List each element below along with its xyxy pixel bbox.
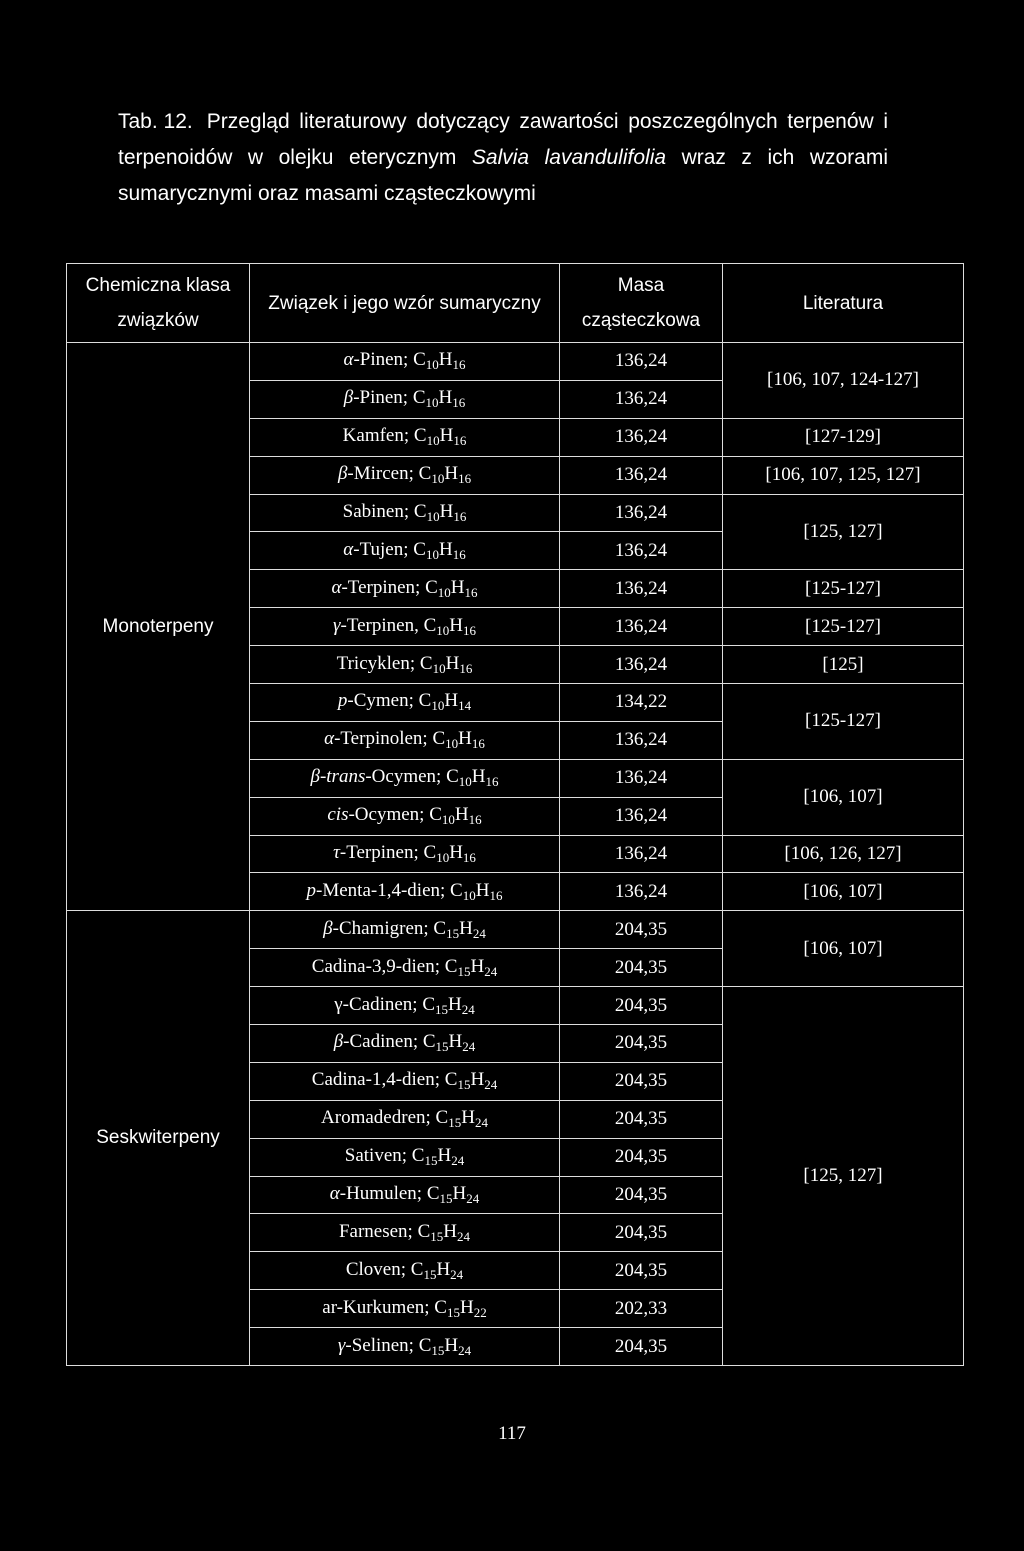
formula-subscript: 14 [458,698,472,714]
formula-subscript: 10 [436,850,450,866]
header-compound: Związek i jego wzór sumaryczny [250,264,560,343]
formula-subscript: 10 [458,774,472,790]
formula-element: C [413,349,426,371]
formula-subscript: 10 [436,622,450,638]
formula-subscript: 10 [426,509,440,524]
formula-subscript: 16 [452,357,466,373]
formula-element: C [434,1296,447,1318]
compound-name: γ-Cadinen; [334,993,423,1015]
compound-cell [250,418,560,456]
mass-cell: 136,24 [560,646,723,684]
formula-element: C [419,652,433,674]
header-mass [560,264,723,343]
compound-cell [250,987,560,1025]
header-class-line1: Chemiczna klasa [85,275,231,296]
mass-cell: 204,35 [560,1328,723,1366]
compound-cell [250,1252,560,1290]
compound-name: Cloven; [345,1258,411,1280]
compound-name: Kamfen; [342,425,414,447]
caption-species: Salvia lavandulifolia [471,146,667,169]
compound-cell [250,1214,560,1252]
compound-prefix: γ- [332,614,347,636]
header-literature: Literatura [723,264,964,343]
formula-element: H [471,766,486,788]
compound-cell [250,1290,560,1328]
mass-cell: 204,35 [560,911,723,949]
formula-element: C [444,1069,458,1091]
literature-cell: [125-127] [723,684,964,760]
compound-name: Terpinen; [346,842,424,864]
compound-prefix: β- [343,387,360,409]
formula-element: C [418,463,432,485]
table-row [67,343,964,381]
formula-subscript: 10 [445,736,459,752]
compound-name: Terpinolen; [340,728,433,750]
compound-prefix: β- [337,463,354,485]
compound-name: Ocymen; [371,766,447,788]
formula-element: H [448,1031,463,1053]
formula-subscript: 15 [424,1153,438,1169]
formula-subscript: 10 [431,698,445,714]
formula-element: C [433,917,447,939]
formula-subscript: 16 [468,812,482,828]
formula-element: H [461,1107,475,1129]
mass-cell: 136,24 [560,873,723,911]
mass-cell: 136,24 [560,835,723,873]
formula-element: C [413,538,426,560]
mass-cell: 136,24 [560,570,723,608]
formula-subscript: 24 [462,1039,476,1055]
formula-element: C [425,576,438,598]
formula-subscript: 10 [425,395,439,411]
compound-name: Terpinen; [347,576,426,598]
formula-element: C [410,1258,424,1280]
formula-subscript: 10 [462,887,476,903]
mass-cell: 134,22 [560,684,723,722]
formula-subscript: 10 [425,357,439,373]
formula-element: C [444,955,458,977]
caption-line-2 [118,140,888,176]
formula-subscript: 16 [471,736,485,752]
formula-element: C [450,879,463,901]
formula-element: H [436,1258,451,1280]
formula-subscript: 22 [473,1304,487,1320]
formula-element: H [437,1145,452,1167]
caption-line2-post: wraz z ich wzorami [666,146,888,169]
mass-cell: 204,35 [560,1025,723,1063]
formula-element: H [459,1296,474,1318]
formula-element: C [411,1145,425,1167]
formula-subscript: 16 [459,660,473,676]
compound-prefix: α- [343,349,360,371]
compound-prefix: β- [323,917,339,939]
mass-cell: 136,24 [560,456,723,494]
formula-element: H [444,1334,459,1356]
compound-name: Menta-1,4-dien; [322,879,451,901]
formula-subscript: 15 [430,1228,444,1244]
formula-subscript: 15 [457,1077,471,1093]
formula-element: H [438,538,453,560]
compound-prefix: β-trans- [310,766,372,788]
formula-subscript: 24 [466,1191,480,1207]
formula-subscript: 16 [464,584,478,600]
literature-cell: [125-127] [723,570,964,608]
formula-element: C [413,501,427,522]
formula-element: H [470,955,485,977]
compound-cell [250,646,560,684]
formula-subscript: 15 [431,1342,445,1358]
mass-cell: 204,35 [560,987,723,1025]
mass-cell: 204,35 [560,1100,723,1138]
compound-name: Ocymen; [354,804,430,826]
formula-subscript: 10 [437,584,451,600]
mass-cell: 136,24 [560,797,723,835]
compound-name: Selinen; [351,1334,419,1356]
formula-element: H [448,993,462,1015]
formula-subscript: 16 [453,509,467,524]
literature-cell: [106, 107, 124-127] [723,343,964,419]
compound-name: Cadinen; [349,1031,423,1053]
literature-cell: [106, 126, 127] [723,835,964,873]
compound-prefix: p- [337,690,354,712]
formula-element: H [458,728,472,750]
compound-name: ar-Kurkumen; [322,1296,435,1318]
formula-subscript: 24 [458,1342,472,1358]
compound-cell [250,380,560,418]
formula-element: H [439,501,454,522]
compound-name: Cadina-3,9-dien; [311,955,445,977]
compound-prefix: τ- [333,842,347,864]
formula-element: H [438,349,453,371]
formula-element: C [417,1220,431,1242]
mass-cell: 136,24 [560,494,723,532]
table-body [67,343,964,1366]
caption-line-3: sumarycznymi oraz masami cząsteczkowymi [118,182,536,205]
mass-cell: 204,35 [560,1176,723,1214]
mass-cell: 136,24 [560,532,723,570]
compound-name: Terpinen, [346,614,424,636]
formula-element: C [435,1107,449,1129]
mass-cell: 204,35 [560,1062,723,1100]
compound-prefix: p- [306,879,323,901]
mass-cell: 202,33 [560,1290,723,1328]
formula-subscript: 10 [431,471,445,487]
formula-subscript: 16 [485,774,499,790]
formula-subscript: 24 [472,925,486,941]
formula-element: C [432,728,446,750]
compound-name: Aromadedren; [321,1107,436,1129]
compound-cell [250,759,560,797]
compound-name: Mircen; [353,463,419,485]
formula-subscript: 15 [435,1001,449,1017]
formula-element: H [475,879,490,901]
compound-name: Cymen; [353,690,419,712]
mass-cell: 136,24 [560,343,723,381]
compound-cell [250,570,560,608]
caption-number: 12. [163,110,193,133]
formula-element: C [413,425,427,447]
formula-element: C [422,993,436,1015]
compound-cell [250,1100,560,1138]
caption-line2-pre: terpenoidów w olejku eterycznym [118,146,472,169]
compound-name: Farnesen; [338,1220,418,1242]
table-caption [118,104,888,212]
literature-cell: [125-127] [723,608,964,646]
formula-element: H [444,463,459,485]
compound-cell [250,721,560,759]
compound-name: Pinen; [359,387,413,409]
compound-name: Tujen; [359,538,414,560]
formula-element: H [452,1183,467,1205]
formula-subscript: 15 [446,925,460,941]
compound-name: Chamigren; [338,917,434,939]
mass-cell: 136,24 [560,721,723,759]
formula-subscript: 10 [441,812,455,828]
formula-subscript: 15 [457,963,471,979]
header-mass-line2: cząsteczkowa [581,310,701,331]
compound-cell [250,343,560,381]
compound-cell [250,949,560,987]
compound-prefix: α- [343,538,360,560]
compound-prefix: β- [333,1031,350,1053]
compound-name: Tricyklen; [336,652,420,674]
formula-element: C [418,1334,432,1356]
formula-element: C [423,614,437,636]
compound-prefix: α- [331,576,348,598]
compound-prefix: α- [324,728,341,750]
compound-name: Humulen; [346,1183,427,1205]
compound-cell [250,1176,560,1214]
compound-name: Pinen; [359,349,414,371]
header-class-line2: związków [117,310,199,331]
formula-element: C [423,842,437,864]
formula-subscript: 15 [448,1115,462,1131]
formula-element: H [443,1220,458,1242]
formula-subscript: 15 [446,1304,460,1320]
compound-name: Cadina-1,4-dien; [311,1069,445,1091]
compound-cell [250,1138,560,1176]
literature-cell: [106, 107] [723,911,964,987]
literature-cell: [106, 107, 125, 127] [723,456,964,494]
compound-cell [250,1062,560,1100]
compound-prefix: cis- [327,804,355,826]
compound-cell [250,1025,560,1063]
literature-cell: [106, 107] [723,759,964,835]
compound-cell [250,835,560,873]
compound-name: Sabinen; [342,501,414,522]
literature-cell: [106, 107] [723,873,964,911]
formula-subscript: 10 [425,546,439,562]
formula-element: H [449,614,463,636]
class-cell: Seskwiterpeny [67,911,250,1366]
header-class [67,264,250,343]
formula-element: H [454,804,469,826]
caption-line-1 [118,104,888,140]
mass-cell: 136,24 [560,380,723,418]
compound-cell [250,1328,560,1366]
compound-cell [250,532,560,570]
compound-cell [250,911,560,949]
formula-element: H [450,576,465,598]
formula-subscript: 16 [452,546,466,562]
formula-element: H [439,425,454,447]
compound-cell [250,684,560,722]
formula-subscript: 10 [426,433,440,449]
formula-element: C [426,1183,440,1205]
terpene-table [66,263,964,1366]
compound-prefix: α- [329,1183,347,1205]
compound-cell [250,494,560,532]
formula-subscript: 16 [452,395,466,411]
formula-element: H [444,690,459,712]
formula-subscript: 24 [457,1228,471,1244]
formula-element: C [429,804,442,826]
formula-subscript: 24 [461,1001,475,1017]
compound-cell [250,873,560,911]
class-cell: Monoterpeny [67,343,250,911]
literature-cell: [125] [723,646,964,684]
formula-subscript: 24 [474,1115,488,1131]
formula-subscript: 16 [453,433,467,449]
formula-element: C [446,766,459,788]
compound-cell [250,608,560,646]
formula-subscript: 24 [484,963,498,979]
formula-subscript: 16 [462,850,476,866]
compound-cell [250,456,560,494]
formula-subscript: 24 [484,1077,498,1093]
table-row [67,911,964,949]
header-mass-line1: Masa [617,275,665,296]
formula-element: H [445,652,460,674]
formula-element: C [418,690,432,712]
mass-cell: 136,24 [560,608,723,646]
formula-subscript: 15 [423,1266,437,1282]
formula-subscript: 16 [463,622,476,638]
formula-subscript: 15 [435,1039,449,1055]
formula-subscript: 24 [451,1153,465,1169]
formula-element: C [422,1031,436,1053]
mass-cell: 204,35 [560,949,723,987]
formula-element: H [470,1069,485,1091]
mass-cell: 204,35 [560,1214,723,1252]
mass-cell: 204,35 [560,1138,723,1176]
compound-cell [250,797,560,835]
formula-element: H [438,387,453,409]
page-number: 117 [498,1423,526,1444]
formula-element: H [459,917,473,939]
formula-element: H [449,842,463,864]
caption-line1-text: Przegląd literaturowy dotyczący zawartości poszczególnych terpenów i [206,110,888,133]
literature-cell: [125, 127] [723,987,964,1366]
compound-name: Sativen; [344,1145,412,1167]
formula-subscript: 24 [450,1266,464,1282]
formula-subscript: 15 [439,1191,453,1207]
mass-cell: 136,24 [560,759,723,797]
formula-element: C [412,387,426,409]
mass-cell: 136,24 [560,418,723,456]
mass-cell: 204,35 [560,1252,723,1290]
literature-cell: [125, 127] [723,494,964,570]
formula-subscript: 16 [458,471,472,487]
compound-prefix: γ- [337,1334,352,1356]
table-header-row [67,264,964,343]
caption-label: Tab. [118,110,158,133]
literature-cell: [127-129] [723,418,964,456]
formula-subscript: 10 [432,660,446,676]
formula-subscript: 16 [489,887,503,903]
